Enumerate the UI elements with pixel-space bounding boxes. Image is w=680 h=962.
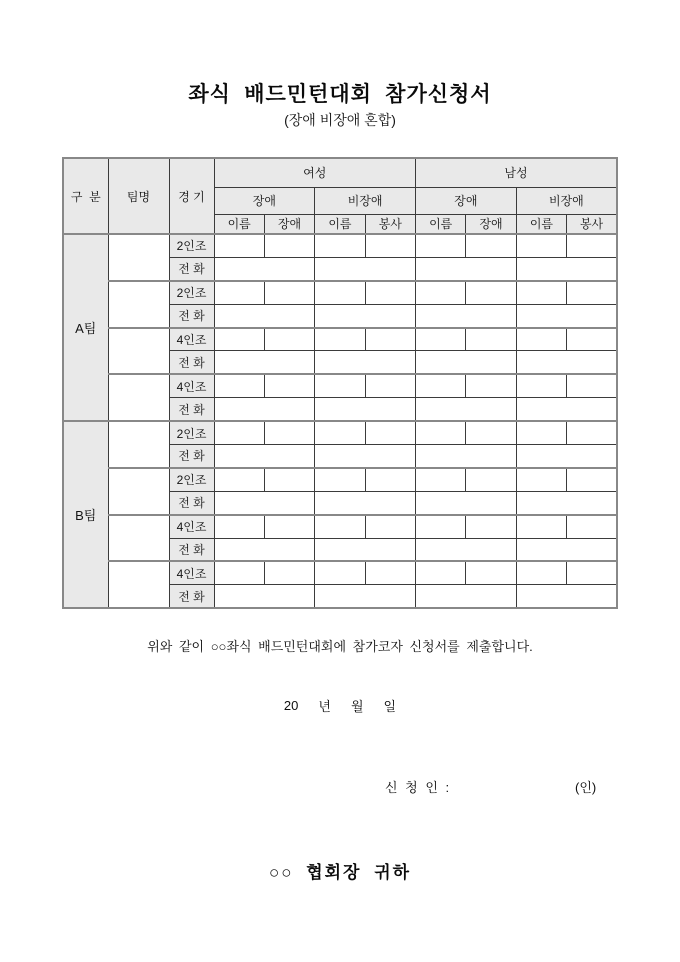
entry-cell <box>315 234 365 257</box>
phone-entry-cell <box>214 538 315 561</box>
game-type-cell: 4인조 <box>169 374 214 397</box>
game-type-cell: 2인조 <box>169 234 214 257</box>
page-subtitle: (장애 비장애 혼합) <box>284 112 396 128</box>
page-title: 좌식 배드민턴대회 참가신청서 <box>188 82 492 106</box>
game-type-cell: 4인조 <box>169 561 214 584</box>
phone-entry-cell <box>516 351 617 374</box>
entry-cell <box>416 515 466 538</box>
game-type-cell: 4인조 <box>169 328 214 351</box>
phone-entry-cell <box>416 398 517 421</box>
phone-entry-cell <box>416 585 517 608</box>
entry-cell <box>466 374 516 397</box>
header-female-disabled: 장애 <box>214 187 315 214</box>
phone-entry-cell <box>416 257 517 280</box>
phone-entry-cell <box>315 445 416 468</box>
entry-cell <box>466 234 516 257</box>
entry-cell <box>416 468 466 491</box>
subheader-name: 이름 <box>416 214 466 234</box>
date-day-label: 일 <box>383 699 397 714</box>
subheader-disability: 장애 <box>466 214 516 234</box>
phone-entry-cell <box>315 351 416 374</box>
phone-entry-cell <box>416 538 517 561</box>
subheader-disability: 장애 <box>264 214 314 234</box>
header-female: 여성 <box>214 158 416 187</box>
header-male-nondisabled: 비장애 <box>516 187 617 214</box>
entry-cell <box>365 374 415 397</box>
entry-cell <box>315 468 365 491</box>
team-a-label: A팀 <box>63 234 108 421</box>
phone-entry-cell <box>214 445 315 468</box>
entry-cell <box>365 328 415 351</box>
entry-cell <box>214 515 264 538</box>
subheader-name: 이름 <box>214 214 264 234</box>
entry-cell <box>264 328 314 351</box>
entry-cell <box>466 281 516 304</box>
game-type-cell: 2인조 <box>169 421 214 444</box>
entry-cell <box>516 234 566 257</box>
entry-cell <box>365 515 415 538</box>
entry-cell <box>516 281 566 304</box>
entry-cell <box>567 515 617 538</box>
team-name-cell <box>108 281 169 328</box>
entry-cell <box>214 234 264 257</box>
entry-cell <box>214 468 264 491</box>
entry-cell <box>516 421 566 444</box>
entry-cell <box>466 421 516 444</box>
entry-cell <box>315 561 365 584</box>
entry-cell <box>264 468 314 491</box>
phone-entry-cell <box>516 491 617 514</box>
phone-entry-cell <box>516 538 617 561</box>
recipient-line: ○○ 협회장 귀하 <box>268 863 412 882</box>
date-month-label: 월 <box>350 699 364 714</box>
phone-entry-cell <box>416 491 517 514</box>
entry-cell <box>567 374 617 397</box>
phone-entry-cell <box>315 257 416 280</box>
submission-statement: 위와 같이 ○○좌식 배드민턴대회에 참가코자 신청서를 제출합니다. <box>147 639 533 654</box>
entry-cell <box>214 561 264 584</box>
team-name-cell <box>108 421 169 468</box>
header-team-name: 팀명 <box>108 158 169 234</box>
entry-cell <box>567 234 617 257</box>
entry-cell <box>264 374 314 397</box>
entry-cell <box>567 328 617 351</box>
entry-cell <box>516 561 566 584</box>
phone-entry-cell <box>315 585 416 608</box>
entry-cell <box>264 561 314 584</box>
entry-cell <box>567 561 617 584</box>
entry-cell <box>416 281 466 304</box>
entry-cell <box>214 374 264 397</box>
subheader-name: 이름 <box>315 214 365 234</box>
entry-cell <box>416 561 466 584</box>
phone-entry-cell <box>315 491 416 514</box>
entry-cell <box>516 468 566 491</box>
signature-line <box>0 777 680 795</box>
date-year-prefix: 20 <box>283 698 299 713</box>
date-line <box>0 696 680 715</box>
phone-entry-cell <box>315 398 416 421</box>
team-name-cell <box>108 515 169 562</box>
phone-entry-cell <box>315 538 416 561</box>
phone-label-cell: 전 화 <box>169 491 214 514</box>
entry-cell <box>365 421 415 444</box>
team-b-label: B팀 <box>63 421 108 608</box>
entry-cell <box>264 515 314 538</box>
phone-label-cell: 전 화 <box>169 538 214 561</box>
entry-cell <box>466 468 516 491</box>
game-type-cell: 2인조 <box>169 468 214 491</box>
team-name-cell <box>108 234 169 281</box>
subheader-volunteer: 봉사 <box>365 214 415 234</box>
entry-cell <box>214 328 264 351</box>
phone-entry-cell <box>214 304 315 327</box>
header-male-disabled: 장애 <box>416 187 517 214</box>
entry-cell <box>315 515 365 538</box>
entry-cell <box>466 515 516 538</box>
phone-label-cell: 전 화 <box>169 445 214 468</box>
phone-entry-cell <box>214 398 315 421</box>
phone-entry-cell <box>214 257 315 280</box>
phone-entry-cell <box>416 445 517 468</box>
entry-cell <box>567 281 617 304</box>
subheader-name: 이름 <box>516 214 566 234</box>
entry-cell <box>365 234 415 257</box>
date-year-label: 년 <box>318 699 331 714</box>
entry-cell <box>416 234 466 257</box>
entry-cell <box>264 234 314 257</box>
entry-cell <box>516 515 566 538</box>
header-male: 남성 <box>416 158 618 187</box>
entry-cell <box>416 328 466 351</box>
phone-entry-cell <box>516 445 617 468</box>
application-table <box>62 157 618 609</box>
team-name-cell <box>108 468 169 515</box>
entry-cell <box>416 374 466 397</box>
entry-cell <box>214 281 264 304</box>
team-name-cell <box>108 374 169 421</box>
entry-cell <box>315 421 365 444</box>
game-type-cell: 4인조 <box>169 515 214 538</box>
phone-entry-cell <box>516 398 617 421</box>
entry-cell <box>365 561 415 584</box>
seal-label: (인) <box>575 780 597 795</box>
entry-cell <box>264 421 314 444</box>
phone-label-cell: 전 화 <box>169 257 214 280</box>
team-name-cell <box>108 561 169 608</box>
phone-entry-cell <box>214 491 315 514</box>
game-type-cell: 2인조 <box>169 281 214 304</box>
team-name-cell <box>108 328 169 375</box>
header-female-nondisabled: 비장애 <box>315 187 416 214</box>
entry-cell <box>264 281 314 304</box>
entry-cell <box>315 374 365 397</box>
phone-label-cell: 전 화 <box>169 351 214 374</box>
entry-cell <box>416 421 466 444</box>
header-game: 경 기 <box>169 158 214 234</box>
entry-cell <box>315 281 365 304</box>
entry-cell <box>466 328 516 351</box>
phone-label-cell: 전 화 <box>169 398 214 421</box>
phone-entry-cell <box>516 304 617 327</box>
entry-cell <box>516 328 566 351</box>
entry-cell <box>365 281 415 304</box>
phone-label-cell: 전 화 <box>169 304 214 327</box>
entry-cell <box>516 374 566 397</box>
phone-label-cell: 전 화 <box>169 585 214 608</box>
header-category: 구 분 <box>63 158 108 234</box>
entry-cell <box>466 561 516 584</box>
entry-cell <box>365 468 415 491</box>
phone-entry-cell <box>416 351 517 374</box>
subheader-volunteer: 봉사 <box>567 214 617 234</box>
entry-cell <box>567 421 617 444</box>
applicant-label: 신 청 인 : <box>385 780 452 795</box>
entry-cell <box>214 421 264 444</box>
phone-entry-cell <box>315 304 416 327</box>
phone-entry-cell <box>214 351 315 374</box>
entry-cell <box>567 468 617 491</box>
phone-entry-cell <box>516 585 617 608</box>
phone-entry-cell <box>214 585 315 608</box>
application-table-container <box>62 157 618 609</box>
phone-entry-cell <box>516 257 617 280</box>
entry-cell <box>315 328 365 351</box>
phone-entry-cell <box>416 304 517 327</box>
